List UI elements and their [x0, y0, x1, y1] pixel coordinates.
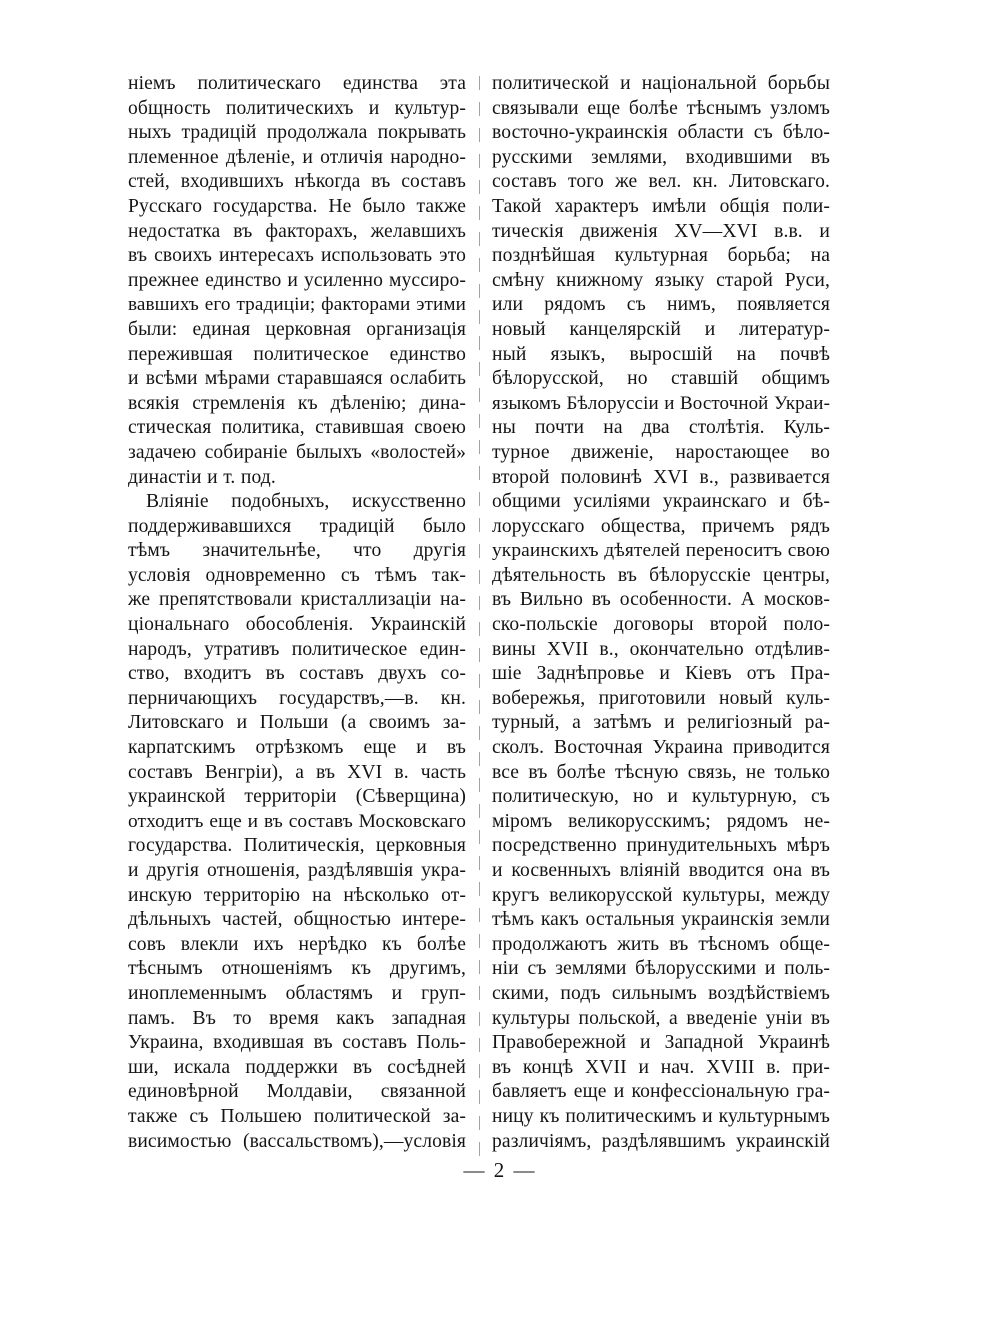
text-line: иноплеменнымъ областямъ и груп-: [128, 982, 466, 1004]
text-line: государства. Политическія, церковныя: [128, 835, 466, 857]
text-line: тѣмъ значительнѣе, что другія: [128, 540, 466, 562]
text-line: кругъ великорусской культуры, между: [492, 884, 830, 906]
text-line: всякія стремленія къ дѣленію; дина-: [128, 392, 466, 414]
text-line: различіямъ, раздѣлявшимъ украинскій: [492, 1130, 830, 1152]
text-line: общими усиліями украинскаго и бѣ-: [492, 491, 830, 513]
text-line: ный языкъ, выросшій на почвѣ: [492, 343, 830, 365]
text-line: политической и національной борьбы: [492, 73, 830, 94]
column-divider: [479, 76, 480, 1156]
text-line: сколъ. Восточная Украина приводится: [492, 737, 830, 759]
text-line: міромъ великорусскимъ; рядомъ не-: [492, 810, 830, 832]
text-line: задачею собираніе былыхъ «волостей»: [128, 441, 466, 463]
text-line: составъ того же вел. кн. Литовскаго.: [492, 171, 830, 193]
text-line: ницу къ политическимъ и культурнымъ: [492, 1105, 830, 1127]
text-line: все въ болѣе тѣсную связь, не только: [492, 761, 830, 783]
text-line: тическія движенія XV—XVI в.в. и: [492, 220, 830, 242]
text-line: и всѣми мѣрами старавшаяся ослабить: [128, 368, 466, 390]
text-line: или рядомъ съ нимъ, появляется: [492, 294, 830, 316]
text-column-left: [128, 72, 466, 1154]
text-line: прежнее единство и усиленно муссиро-: [128, 269, 466, 291]
text-line: шіе Заднѣпровье и Кіевъ отъ Пра-: [492, 663, 830, 685]
text-line: ніи съ землями бѣлорусскими и поль-: [492, 958, 830, 980]
text-line: второй половинѣ XVI в., развивается: [492, 466, 830, 488]
text-column-right: [492, 72, 830, 1154]
text-line: бавляетъ еще и конфессіональную гра-: [492, 1081, 830, 1103]
text-line: Вліяніе подобныхъ, искусственно: [146, 491, 466, 513]
text-line: недостатка въ факторахъ, желавшихъ: [128, 220, 466, 242]
text-line: въ концѣ XVII и нач. XVIII в. при-: [492, 1056, 830, 1078]
text-line: культуры польской, а введеніе уніи въ: [492, 1007, 830, 1029]
text-line: бѣлорусской, но ставшій общимъ: [492, 368, 830, 390]
text-line: отходитъ еще и въ составъ Московскаго: [128, 810, 466, 832]
text-line: русскими землями, входившими въ: [492, 146, 830, 168]
text-line: Русскаго государства. Не было также: [128, 195, 466, 217]
text-line: ство, входитъ въ составъ двухъ со-: [128, 663, 466, 685]
text-line: новый канцелярскій и литератур-: [492, 318, 830, 340]
text-line: ши, искала поддержки въ сосѣдней: [128, 1056, 466, 1078]
text-line: ныхъ традицій продолжала покрывать: [128, 122, 466, 144]
text-line: связывали еще болѣе тѣснымъ узломъ: [492, 97, 830, 119]
text-line: династіи и т. под.: [128, 466, 276, 488]
text-line: украинскихъ дѣятелей переноситъ свою: [492, 540, 830, 562]
text-line: скими, подъ сильнымъ воздѣйствіемъ: [492, 982, 830, 1004]
text-line: составъ Венгріи), а въ XVI в. часть: [128, 761, 466, 783]
text-line: турный, а затѣмъ и религіозный ра-: [492, 712, 830, 734]
text-line: политическую, но и культурную, съ: [492, 786, 830, 808]
text-line: тѣснымъ отношеніямъ къ другимъ,: [128, 958, 466, 980]
text-line: висимостью (вассальствомъ),—условія: [128, 1130, 466, 1152]
text-line: дѣятельность въ бѣлорусскіе центры,: [492, 564, 830, 586]
text-line: восточно-украинскія области съ бѣло-: [492, 122, 830, 144]
text-line: ско-польскіе договоры второй поло-: [492, 614, 830, 636]
text-line: Правобережной и Западной Украинѣ: [492, 1032, 830, 1054]
text-line: въ Вильно въ особенности. А москов-: [492, 589, 830, 611]
text-line: посредственно принудительныхъ мѣръ: [492, 835, 830, 857]
text-line: перничающихъ государствъ,—в. кн.: [128, 687, 466, 709]
text-line: вобережья, приготовили новый куль-: [492, 687, 830, 709]
text-line: ціональнаго обособленія. Украинскій: [128, 614, 466, 636]
text-line: позднѣйшая культурная борьба; на: [492, 245, 830, 267]
text-line: условія одновременно съ тѣмъ так-: [128, 564, 466, 586]
text-line: тѣмъ какъ остальныя украинскія земли: [492, 909, 830, 931]
text-line: дѣльныхъ частей, общностью интере-: [128, 909, 466, 931]
text-line: инскую территорію на нѣсколько от-: [128, 884, 466, 906]
text-line: памъ. Въ то время какъ западная: [128, 1007, 466, 1029]
text-line: Украина, входившая въ составъ Поль-: [128, 1032, 466, 1054]
text-line: стей, входившихъ нѣкогда въ составъ: [128, 171, 466, 193]
text-line: совъ влекли ихъ нерѣдко къ болѣе: [128, 933, 466, 955]
text-line: украинской территоріи (Сѣверщина): [128, 786, 466, 808]
text-line: стическая политика, ставившая своею: [128, 417, 466, 439]
text-line: были: единая церковная организація: [128, 318, 466, 340]
text-line: вины XVII в., окончательно отдѣлив-: [492, 638, 830, 660]
text-line: въ своихъ интересахъ использовать это: [128, 245, 466, 267]
page-number: — 2 —: [463, 1158, 537, 1182]
text-line: и другія отношенія, раздѣлявшія укра-: [128, 860, 466, 881]
text-line: племенное дѣленіе, и отличія народно-: [128, 146, 466, 168]
text-line: народъ, утративъ политическое един-: [128, 638, 466, 660]
text-line: Литовскаго и Польши (а своимъ за-: [128, 712, 466, 734]
text-line: же препятствовали кристаллизаціи на-: [128, 589, 466, 611]
text-line: турное движеніе, наростающее во: [492, 441, 830, 463]
text-line: единовѣрной Молдавіи, связанной: [128, 1081, 466, 1103]
text-line: лорусскаго общества, причемъ рядъ: [492, 515, 830, 537]
text-line: карпатскимъ отрѣзкомъ еще и въ: [128, 737, 466, 759]
text-line: Такой характеръ имѣли общія поли-: [492, 195, 830, 217]
text-line: поддерживавшихся традицій было: [128, 515, 466, 537]
text-line: языкомъ Бѣлоруссіи и Восточной Украи-: [492, 392, 830, 414]
text-line: смѣну книжному языку старой Руси,: [492, 269, 830, 291]
text-line: общность политическихъ и культур-: [128, 97, 466, 119]
text-line: и косвенныхъ вліяній вводится она въ: [492, 860, 830, 881]
text-line: продолжаютъ жить въ тѣсномъ обще-: [492, 933, 830, 955]
text-line: также съ Польшею политической за-: [128, 1105, 466, 1127]
text-line: ніемъ политическаго единства эта: [128, 73, 466, 94]
text-line: вавшихъ его традиціи; факторами этими: [128, 294, 466, 316]
text-line: ны почти на два столѣтія. Куль-: [492, 417, 830, 439]
text-line: пережившая политическое единство: [128, 343, 466, 365]
